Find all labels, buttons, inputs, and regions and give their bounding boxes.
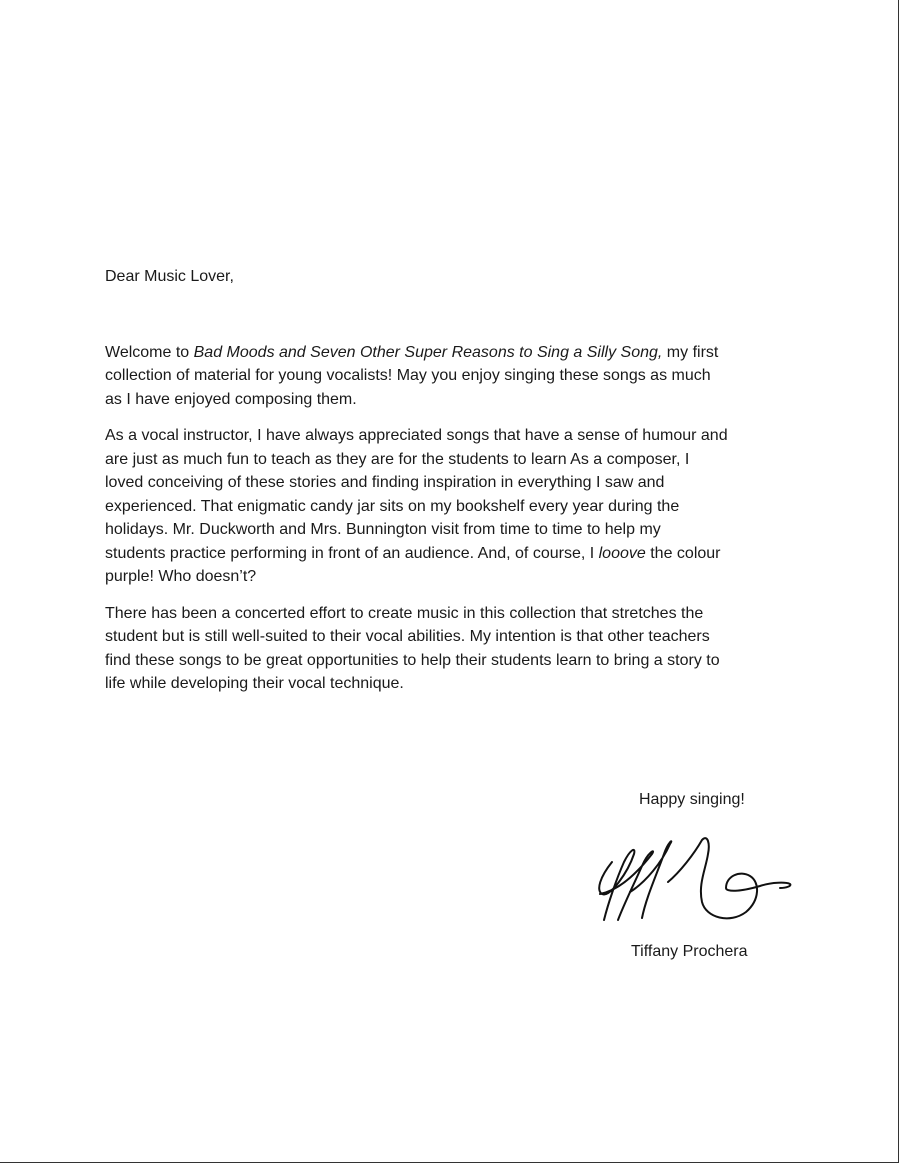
letter-body [105, 265, 800, 696]
closing-line: Happy singing! [639, 791, 745, 808]
paragraph-line: are just as much fun to teach as they are for the students to learn As a composer, I [105, 450, 690, 468]
paragraph-welcome [105, 341, 800, 412]
paragraph-line: as I have enjoyed composing them. [105, 390, 357, 408]
paragraph-line: purple! Who doesn’t? [105, 568, 257, 585]
salutation: Dear Music Lover, [105, 268, 234, 285]
book-title: Bad Moods and Seven Other Super Reasons to Sing a Silly Song, [193, 343, 663, 361]
line-text: students practice performing in front of an audience. And, of course, I [105, 544, 599, 562]
line-text: Welcome to [105, 343, 194, 361]
paragraph-line: collection of material for young vocalists! May you enjoy singing these songs as much [105, 367, 711, 384]
paragraph-line [105, 542, 800, 566]
paragraph-line: loved conceiving of these stories and finding inspiration in everything I saw and [105, 474, 665, 491]
paragraph-line: There has been a concerted effort to create music in this collection that stretches the [105, 604, 704, 622]
paragraph-line: holidays. Mr. Duckworth and Mrs. Bunnington visit from time to time to help my [105, 521, 661, 538]
line-text: my first [662, 343, 719, 361]
signature-image [590, 832, 800, 932]
signer-name: Tiffany Prochera [631, 943, 748, 960]
paragraph-line: As a vocal instructor, I have always appreciated songs that have a sense of humour and [105, 427, 728, 444]
emphasis-text: looove [598, 544, 646, 562]
paragraph-line: find these songs to be great opportunities to help their students learn to bring a story to [105, 651, 720, 669]
paragraph-line: life while developing their vocal technique. [105, 675, 404, 692]
paragraph-line: student but is still well-suited to their vocal abilities. My intention is that other teachers [105, 628, 710, 645]
paragraph-line [105, 341, 800, 365]
paragraph-instructor [105, 424, 800, 589]
line-text: the colour [645, 544, 721, 562]
paragraph-intention [105, 602, 800, 696]
paragraph-line: experienced. That enigmatic candy jar sits on my bookshelf every year during the [105, 497, 680, 515]
